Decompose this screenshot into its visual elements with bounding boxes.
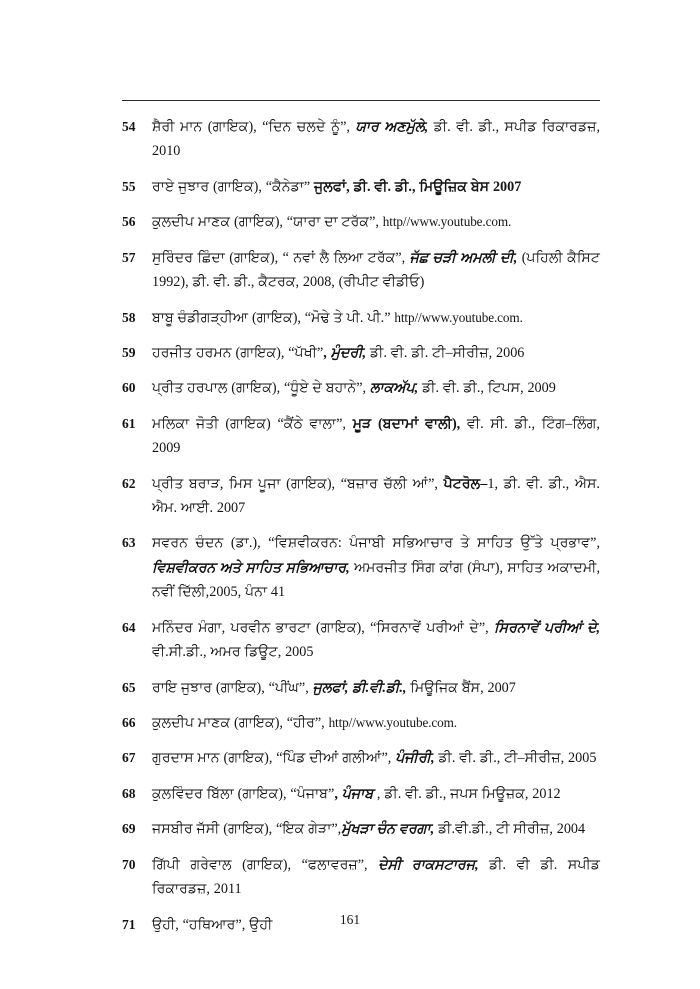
reference-text-run: , ਡੀ. ਵੀ. ਡੀ., ਜਪਸ ਮਿਊਜ਼ਕ, — [376, 785, 533, 802]
reference-text-run: ਅਮਰਜੀਤ ਸਿੰਗ ਕਾਂਗ (ਸੰਪਾ), ਸਾਹਿਤ ਅਕਾਦਮੀ, ਨਵੀਂ ਦਿੱਲੀ, — [152, 559, 600, 601]
reference-text — [152, 616, 600, 665]
page-content-frame — [122, 100, 600, 948]
reference-text — [152, 175, 600, 199]
reference-text — [152, 115, 600, 164]
reference-number: 65 — [122, 679, 136, 695]
reference-text-run: 2004 — [556, 821, 586, 838]
reference-text-run: ਮੁੰਦਰੀ, — [330, 344, 367, 361]
reference-number: 64 — [122, 619, 136, 635]
reference-text — [152, 472, 600, 521]
reference-text-run: ਮਿਊਜਿਕ ਬੈਂਸ, — [406, 679, 488, 696]
reference-text — [152, 306, 600, 330]
reference-text — [152, 817, 600, 841]
reference-entry — [122, 175, 600, 199]
reference-entry — [122, 782, 600, 806]
reference-text-run: 2006 — [496, 344, 525, 361]
reference-number: 69 — [122, 821, 136, 837]
reference-text-run: ਜਸਬੀਰ ਜੱਸੀ (ਗਾਇਕ), “ਇਕ ਗੇੜਾ”, — [152, 821, 342, 838]
reference-number: 70 — [122, 856, 136, 872]
reference-text-run: ਡੀ. ਵੀ. ਡੀ. ਟੀ–ਸੀਰੀਜ਼, — [366, 344, 496, 361]
reference-text-run: 41 — [270, 584, 286, 601]
reference-entry — [122, 746, 600, 770]
reference-text — [152, 676, 600, 700]
reference-text — [152, 210, 600, 234]
reference-number: 60 — [122, 380, 136, 396]
reference-text-run[interactable]: http//www.youtube.com. — [328, 715, 458, 731]
reference-text-run: ਜੁਲਫਾਂ, ਡੀ.ਵੀ.ਡੀ., — [312, 679, 407, 696]
reference-text-run: ਪੈਟਰੋਲ– — [443, 475, 488, 492]
reference-text — [152, 412, 600, 461]
reference-number: 63 — [122, 535, 136, 551]
reference-entry — [122, 341, 600, 365]
reference-number: 68 — [122, 785, 136, 801]
reference-text-run: ਡੀ.ਵੀ.ਡੀ., ਟੀ ਸੀਰੀਜ਼, — [434, 821, 557, 838]
reference-text-run: (ਪਹਿਲੀ ਕੈਸਿਟ — [517, 249, 600, 266]
reference-text-run: ਵੀ.ਸੀ.ਡੀ., ਅਮਰ ਡਿਊਟ, — [152, 644, 286, 661]
reference-text-run: ਯਾਰ ਅਣਮੁੱਲੇ, — [355, 119, 429, 135]
reference-text — [152, 746, 600, 770]
reference-text-run: ਸਿਰਨਾਵੇਂ ਪਰੀਆਂ ਦੇ, — [494, 619, 601, 636]
reference-text-run: 2007 — [216, 500, 246, 517]
reference-text-run: ਕੁਲਦੀਪ ਮਾਣਕ (ਗਾਇਕ), “ਹੀਰ”, — [152, 715, 329, 732]
reference-entry — [122, 817, 600, 841]
reference-text-run: ਪ੍ਰੀਤ ਬਰਾੜ, ਮਿਸ ਪੂਜਾ (ਗਾਇਕ), “ਬਜ਼ਾਰ ਚੱਲੀ ਆਂ”, — [152, 475, 444, 492]
reference-text-run: 2012 — [532, 785, 561, 802]
reference-text-run: 1992 — [152, 274, 181, 291]
reference-text-run: ਵੀ. ਸੀ. ਡੀ., ਟਿੰਗ–ਲਿੰਗ, — [460, 415, 600, 432]
reference-entry — [122, 115, 600, 164]
reference-text-run: ਪੰਜੀਰੀ, — [395, 750, 435, 767]
reference-number: 61 — [122, 415, 136, 431]
reference-text-run: ਜੁਲਫਾਂ, ਡੀ. ਵੀ. ਡੀ., ਮਿਊਜ਼ਿਕ ਬੇਸ 2007 — [314, 178, 522, 195]
reference-text-run: ਬਾਬੂ ਚੰਡੀਗੜ੍ਹੀਆ (ਗਾਇਕ), “ਮੋਢੇ ਤੇ ਪੀ. ਪੀ.” — [152, 309, 395, 326]
reference-text-run: 2007 — [487, 679, 516, 696]
reference-text-run: 2005 — [209, 584, 238, 601]
reference-text — [152, 246, 600, 295]
reference-number: 55 — [122, 178, 136, 194]
reference-text-run: ਕੁਲਦੀਪ ਮਾਣਕ (ਗਾਇਕ), “ਯਾਰਾ ਦਾ ਟਰੱਕ”, — [152, 214, 383, 231]
reference-text-run: , ਪੰਨਾ — [237, 584, 271, 601]
reference-text-run: ਲਾਕਅੱਪ, — [369, 380, 419, 397]
reference-text-run: ਮੂੜ (ਬਦਾਮਾਂ ਵਾਲੀ), — [352, 415, 461, 432]
reference-text-run: ਮਲਿਕਾ ਜੋਤੀ (ਗਾਇਕ) “ਕੈਂਠੇ ਵਾਲਾ”, — [152, 415, 353, 432]
reference-text-run: ਪ੍ਰੀਤ ਹਰਪਾਲ (ਗਾਇਕ), “ਧੂੰਏ ਦੇ ਬਹਾਨੇ”, — [152, 380, 370, 397]
reference-text-run: ਗਿੱਪੀ ਗਰੇਵਾਲ (ਗਾਇਕ), “ਫਲਾਵਰਜ਼”, — [152, 856, 379, 873]
reference-text-run: ਡੀ. ਵੀ ਡੀ. ਸਪੀਡ ਰਿਕਾਰਡਜ਼, — [152, 856, 600, 898]
reference-entry — [122, 210, 600, 234]
reference-text-run: ਸੁਰਿੰਦਰ ਛਿੰਦਾ (ਗਾਇਕ), “ ਨਵਾਂ ਲੈ ਲਿਆ ਟਰੱਕ”, — [152, 249, 410, 266]
reference-text-run: 2005 — [285, 644, 314, 661]
reference-number: 67 — [122, 750, 136, 766]
reference-entry — [122, 711, 600, 735]
reference-number: 71 — [122, 916, 136, 932]
reference-text-run: 2010 — [152, 143, 181, 160]
reference-entry — [122, 376, 600, 400]
reference-text-run: 2011 — [213, 881, 242, 898]
reference-text-run: ਉਹੀ, “ਹਥਿਆਰ”, ਉਹੀ — [152, 916, 273, 933]
top-horizontal-rule — [122, 100, 600, 101]
reference-text-run: ਸਵਰਨ ਚੰਦਨ (ਡਾ.), “ਵਿਸ਼ਵੀਕਰਨ: ਪੰਜਾਬੀ ਸਭਿਆਚਾਰ ਤੇ ਸਾਹਿਤ ਉੱਤੇ ਪ੍ਰਭਾਵ”, — [152, 535, 600, 552]
reference-text-run: ਕੁਲਵਿੰਦਰ ਬਿੱਲਾ (ਗਾਇਕ), “ਪੰਜਾਬ” — [152, 785, 335, 802]
reference-number: 56 — [122, 214, 136, 230]
reference-text — [152, 711, 600, 735]
reference-number: 54 — [122, 119, 136, 134]
reference-text-run: ਰਾਇ ਜੁਝਾਰ (ਗਾਇਕ), “ਪੀਂਘ”, — [152, 679, 313, 696]
reference-text-run: 2009 — [527, 380, 556, 397]
reference-number: 58 — [122, 309, 136, 325]
reference-entry — [122, 412, 600, 461]
reference-text-run: ਜੱਛ ਚੜੀ ਅਮਲੀ ਦੀ, — [409, 249, 518, 266]
reference-text-run: ), ਡੀ. ਵੀ. ਡੀ., ਕੈਟਰਕ, — [180, 274, 303, 291]
reference-entry — [122, 306, 600, 330]
reference-text-run: ਡੀ. ਵੀ. ਡੀ., ਟਿਪਸ, — [418, 380, 528, 397]
reference-text-run: ਸ਼ੈਰੀ ਮਾਨ (ਗਾਇਕ), “ਦਿਨ ਚਲਦੇ ਨੂੰ”, — [152, 119, 356, 135]
reference-entry — [122, 853, 600, 902]
reference-text-run: ਡੀ. ਵੀ. ਡੀ., ਟੀ–ਸੀਰੀਜ਼, — [434, 750, 569, 767]
reference-text-run: ਡੀ. ਵੀ. ਡੀ., ਸਪੀਡ ਰਿਕਾਰਡਜ਼, — [428, 119, 600, 135]
reference-text-run[interactable]: http//www.youtube.com. — [394, 309, 523, 325]
reference-text-run[interactable]: http//www.youtube.com. — [382, 214, 512, 230]
reference-text-run: ਪੰਜਾਬ — [341, 785, 377, 802]
reference-text-run: ਹਰਜੀਤ ਹਰਮਨ (ਗਾਇਕ), “ਪੱਖੀ” — [152, 344, 324, 361]
reference-number: 59 — [122, 344, 136, 360]
reference-text-run: , ਡੀ. ਵੀ. ਡੀ., ਐਸ. ਐਮ. ਆਈ. — [152, 475, 600, 517]
reference-text — [152, 782, 600, 806]
reference-entry — [122, 616, 600, 665]
reference-text-run: ਦੇਸੀ ਰਾਕਸਟਾਰਜ, — [378, 856, 479, 873]
reference-entry — [122, 246, 600, 295]
reference-text-run: ਮਨਿੰਦਰ ਮੰਗਾ, ਪਰਵੀਨ ਭਾਰਟਾ (ਗਾਇਕ), “ਸਿਰਨਾਵੇਂ ਪਰੀਆਂ ਦੇ”, — [152, 619, 495, 636]
reference-text-run: ਮੁੱਖੜਾ ਚੰਨ ਵਰਗਾ, — [341, 821, 435, 838]
page-number: 161 — [339, 912, 361, 927]
reference-text-run: , (ਰੀਪੀਟ ਵੀਡੀਓ) — [331, 274, 425, 291]
reference-text-run: 1 — [487, 475, 495, 492]
reference-text — [152, 853, 600, 902]
reference-text-run: ਗੁਰਦਾਸ ਮਾਨ (ਗਾਇਕ), “ਪਿੰਡ ਦੀਆਂ ਗਲੀਆਂ”, — [152, 750, 396, 767]
reference-text-run: ਰਾਏ ਜੁਝਾਰ (ਗਾਇਕ), “ਕੈਨੇਡਾ” — [152, 178, 315, 195]
reference-text — [152, 531, 600, 604]
reference-text-run: ਵਿਸ਼ਵੀਕਰਨ ਅਤੇ ਸਾਹਿਤ ਸਭਿਆਚਾਰ, — [152, 559, 350, 576]
reference-entry — [122, 472, 600, 521]
reference-text-run: 2005 — [568, 750, 597, 767]
reference-text — [152, 341, 600, 365]
reference-text-run: , — [334, 785, 342, 802]
reference-number: 62 — [122, 475, 136, 491]
reference-entry — [122, 531, 600, 604]
reference-text-run: 2009 — [152, 440, 181, 457]
reference-entry — [122, 676, 600, 700]
reference-text-run: 2008 — [302, 274, 332, 291]
bibliography-reference-list — [122, 115, 600, 937]
reference-number: 66 — [122, 715, 136, 731]
reference-text — [152, 376, 600, 400]
reference-text-run: , — [323, 344, 331, 361]
reference-number: 57 — [122, 249, 136, 265]
